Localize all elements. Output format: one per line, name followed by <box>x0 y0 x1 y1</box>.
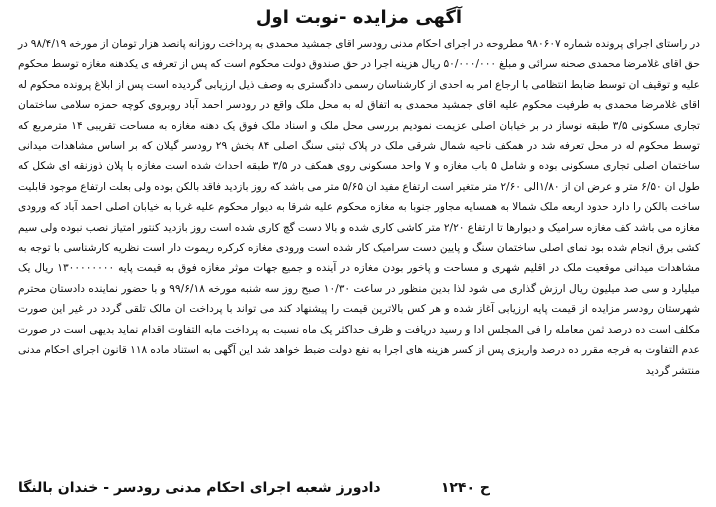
issuing-office: دادورز شعبه اجرای احکام مدنی رودسر - خندان بالنگا <box>18 480 381 496</box>
notice-body: در راستای اجرای پرونده شماره ۹۸۰۶۰۷ مطروحه در اجرای احکام مدنی رودسر اقای جمشید محمدی به پرداخت روزانه پانصد هزار تومان از مورخه ۹۸/۴/۱۹ در حق اقای غلامرضا محمدی صحنه سرائی و مبلغ ۵۰/۰۰۰/۰۰۰ ریال هزینه اجرا در حق صندوق دولت محکوم است که پس از تعرفه ی یکدهنه مغازه توسط محکوم علیه و توقیف ان توسط ضابط انتظامی با ارجاع امر به احدی از کارشناسان رسمی دادگستری به وصف ذیل ارزیابی گردیده است پس از ابلاغ پرونده محکوم له اقای غلامرضا محمدی به طرفیت محکوم علیه اقای جمشید محمدی به اتفاق له به محل ملک واقع در رودسر احمد آباد روبروی کوچه حمزه سلامی ساختمان تجاری مسکونی ۳/۵ طبقه نوساز در بر خیابان اصلی عزیمت نمودیم بررسی محل ملک و اسناد ملک فوق یک دهنه مغازه به مساحت تقریبی ۱۴ مترمربع که توسط محکوم له در محل تعرفه شد در همکف ناحیه شمال شرقی ملک در پلاک ثبتی سنگ اصلی ۸۴ بخش ۲۹ رودسر گیلان که بر اساس مشاهدات میدانی ساختمان اصلی تجاری مسکونی بوده و شامل ۵ باب مغازه و ۷ واحد مسکونی روی همکف در ۳/۵ طبقه احداث شده است مغازه با پلان ذوزنقه ای شکل که طول ان ۶/۵۰ متر و عرض ان از ۱/۸۰الی ۲/۶۰ متر متغیر است ارتفاع مفید ان ۵/۶۵ متر می باشد که روز بازدید فاقد بالکن بوده ولی بعلت ارتفاع موجود قابلیت ساخت بالکن را دارد حدود اربعه ملک شمالا به همسایه مجاور جنوبا به مغازه محکوم علیه شرقا به دیوار محکوم علیه غربا به خیابان اصلی احمد آباد که ورودی مغازه می باشد کف مغازه سرامیک و دیوارها تا ارتفاع ۲/۲۰ متر کاشی کاری شده و بالا دست گچ کاری شده است روز بازدید کنتور امتیاز نصب نبوده ولی سیم کشی برق انجام شده بود نمای اصلی ساختمان سنگ و پایین دست سرامیک کار شده است ورودی مغازه کرکره ریموت دار است نظریه کارشناسی با توجه به مشاهدات میدانی موقعیت ملک در اقلیم شهری و مساحت و پاخور بودن مغازه در آینده و جمیع جهات موثر مغازه فوق به قیمت پایه ۱۳۰۰۰۰۰۰۰۰ ریال یک میلیارد و سی صد میلیون ریال ارزش گذاری می شود لذا بدین منظور در ساعت ۱۰/۳۰ صبح روز سه شنبه مورخه ۹۹/۶/۱۸ و با حضور نماینده دادستان محترم شهرستان رودسر مزایده از قیمت پایه ارزیابی آغاز شده و هر کس بالاترین قیمت را پیشنهاد کند می تواند با پرداخت ان مالک تلقی گردد در غیر این صورت مکلف است ده درصد ثمن معامله را فی المجلس ادا و رسید دریافت و ظرف حداکثر یک ماه نسبت به پرداخت مابه التفاوت اقدام نماید بدیهی است در صورت عدم التفاوت به فرجه مقرر ده درصد واریزی پس از کسر هزینه های اجرا به نفع دولت ضبط خواهد شد این آگهی به استناد ماده ۱۱۸ قانون اجرای احکام مدنی منتشر گردید <box>18 38 701 377</box>
notice-signature <box>18 474 700 502</box>
notice-title: آگهی مزایده -نوبت اول <box>255 7 463 28</box>
notice-reference-number: ح ۱۲۴۰ <box>440 480 490 496</box>
